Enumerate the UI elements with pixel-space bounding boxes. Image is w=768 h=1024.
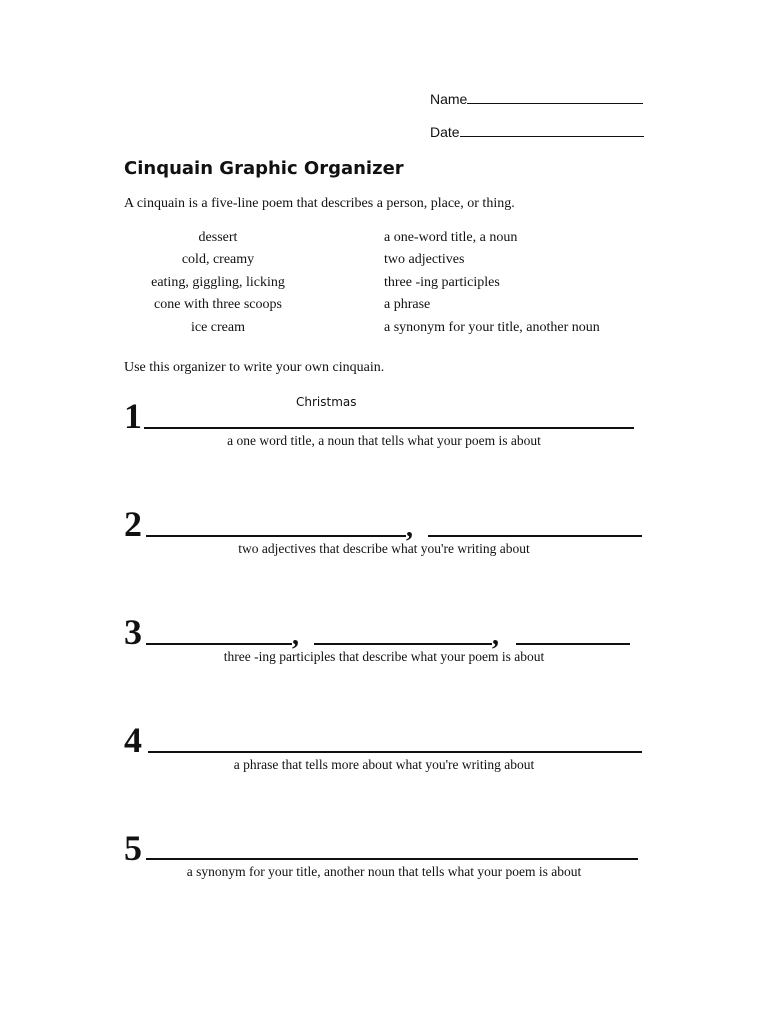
line-3-blank-1[interactable] <box>146 643 292 645</box>
line-1-number: 1 <box>124 396 142 436</box>
line-1-filled-text: Christmas <box>296 395 357 409</box>
line-4-number: 4 <box>124 720 142 760</box>
example-line-1: dessert <box>198 230 238 245</box>
line-2-number: 2 <box>124 504 142 544</box>
line-4-hint: a phrase that tells more about what you're writing about <box>233 757 535 772</box>
line-5-hint: a synonym for your title, another noun that tells what your poem is about <box>186 864 582 879</box>
line-3-blank-2[interactable] <box>314 643 492 645</box>
line-5-number: 5 <box>124 828 142 868</box>
line-3-blank-3[interactable] <box>516 643 630 645</box>
example-desc-5: a synonym for your title, another noun <box>384 320 600 335</box>
name-field[interactable] <box>430 90 643 107</box>
line-1-hint: a one word title, a noun that tells what your poem is about <box>227 433 541 448</box>
line-3-hint: three -ing participles that describe what your poem is about <box>223 649 545 664</box>
line-2-blank-2[interactable] <box>428 535 642 537</box>
name-line[interactable] <box>467 90 643 104</box>
date-label: Date <box>430 124 460 140</box>
example-line-5: ice cream <box>190 320 245 335</box>
line-2-comma: , <box>406 512 413 543</box>
example-line-3: eating, giggling, licking <box>151 275 285 290</box>
line-3-number: 3 <box>124 612 142 652</box>
line-2-hint: two adjectives that describe what you're writing about <box>238 541 530 556</box>
example-desc-4: a phrase <box>384 297 431 312</box>
line-2-blank-1[interactable] <box>146 535 406 537</box>
instruction-text: Use this organizer to write your own cinquain. <box>124 360 385 375</box>
intro-text: A cinquain is a five-line poem that describes a person, place, or thing. <box>124 196 515 211</box>
date-field[interactable] <box>430 123 644 140</box>
page-title: Cinquain Graphic Organizer <box>124 158 404 179</box>
example-desc-2: two adjectives <box>384 252 465 267</box>
date-line[interactable] <box>460 123 644 137</box>
name-label: Name <box>430 91 468 107</box>
example-desc-1: a one-word title, a noun <box>384 230 518 245</box>
example-line-2: cold, creamy <box>181 252 255 267</box>
line-4-blank[interactable] <box>148 751 642 753</box>
example-line-4: cone with three scoops <box>154 297 282 312</box>
line-3-comma-1: , <box>292 620 299 651</box>
example-desc-3: three -ing participles <box>384 275 500 290</box>
line-1-blank[interactable] <box>144 427 634 429</box>
line-3-comma-2: , <box>492 620 499 651</box>
line-5-blank[interactable] <box>146 858 638 860</box>
